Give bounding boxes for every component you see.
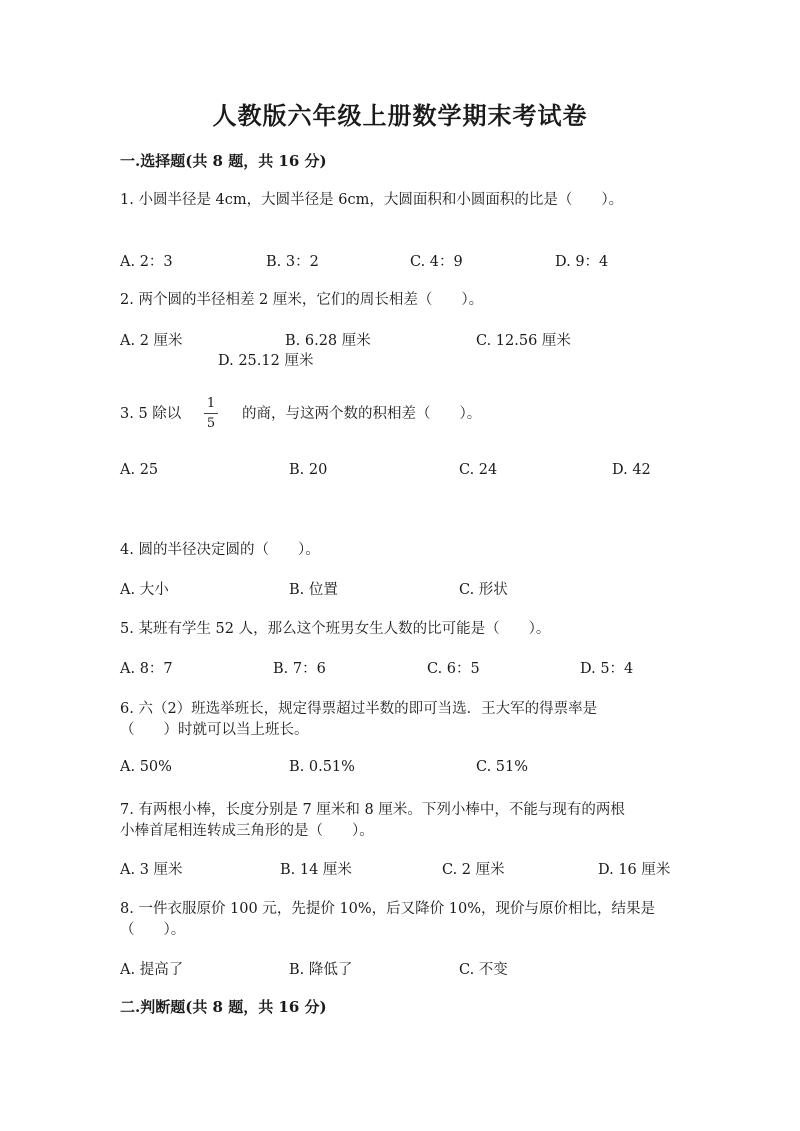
page-title: 人教版六年级上册数学期末考试卷 (212, 101, 588, 130)
question-6-text-line1: 6. 六（2）班选举班长，规定得票超过半数的即可当选．王大军的得票率是 (120, 701, 598, 717)
fraction-denominator: 5 (206, 416, 216, 431)
question-4-option-b[interactable]: B. 位置 (289, 582, 338, 598)
question-8-option-c[interactable]: C. 不变 (459, 962, 508, 978)
question-3-option-c[interactable]: C. 24 (459, 462, 498, 478)
question-7-option-c[interactable]: C. 2 厘米 (442, 862, 505, 878)
question-3-option-d[interactable]: D. 42 (612, 462, 651, 478)
question-8-option-a[interactable]: A. 提高了 (120, 962, 184, 978)
question-5-option-d[interactable]: D. 5：4 (580, 661, 634, 677)
question-2-option-c[interactable]: C. 12.56 厘米 (476, 333, 571, 349)
question-2-option-a[interactable]: A. 2 厘米 (120, 333, 183, 349)
question-4-option-a[interactable]: A. 大小 (120, 582, 169, 598)
question-6-option-c[interactable]: C. 51% (476, 759, 529, 775)
question-4-option-c[interactable]: C. 形状 (459, 582, 508, 598)
question-7-option-b[interactable]: B. 14 厘米 (280, 862, 352, 878)
question-8-text-line2: （ ）。 (120, 922, 186, 938)
question-7-option-a[interactable]: A. 3 厘米 (120, 862, 183, 878)
question-8-option-b[interactable]: B. 降低了 (289, 962, 353, 978)
question-5-option-b[interactable]: B. 7：6 (273, 661, 326, 677)
question-1-text: 1. 小圆半径是 4cm，大圆半径是 6cm，大圆面积和小圆面积的比是（ ）。 (120, 192, 624, 208)
question-5-option-c[interactable]: C. 6：5 (427, 661, 480, 677)
question-5-option-a[interactable]: A. 8：7 (120, 661, 173, 677)
question-2-text: 2. 两个圆的半径相差 2 厘米，它们的周长相差（ ）。 (120, 292, 484, 308)
question-8-text-line1: 8. 一件衣服原价 100 元，先提价 10%，后又降价 10%，现价与原价相比，结果是 (120, 901, 656, 917)
question-1-option-a[interactable]: A. 2：3 (120, 254, 173, 270)
question-7-option-d[interactable]: D. 16 厘米 (598, 862, 671, 878)
question-2-option-d[interactable]: D. 25.12 厘米 (218, 353, 314, 369)
question-3-text-after: 的商，与这两个数的积相差（ ）。 (242, 406, 482, 422)
question-6-option-b[interactable]: B. 0.51% (289, 759, 355, 775)
question-3-fraction (204, 396, 218, 431)
question-6-option-a[interactable]: A. 50% (120, 759, 172, 775)
question-1-option-c[interactable]: C. 4：9 (410, 254, 463, 270)
section-heading-choice: 一.选择题(共 8 题，共 16 分) (120, 152, 327, 170)
question-2-option-b[interactable]: B. 6.28 厘米 (285, 333, 371, 349)
fraction-numerator: 1 (206, 396, 216, 411)
question-1-option-b[interactable]: B. 3：2 (266, 254, 319, 270)
section-heading-judgment: 二.判断题(共 8 题，共 16 分) (120, 998, 327, 1016)
question-5-text: 5. 某班有学生 52 人，那么这个班男女生人数的比可能是（ ）。 (120, 621, 551, 637)
fraction-bar (204, 413, 218, 414)
question-4-text: 4. 圆的半径决定圆的（ ）。 (120, 542, 320, 558)
question-3-text-before: 3. 5 除以 (120, 406, 182, 422)
question-7-text-line2: 小棒首尾相连转成三角形的是（ ）。 (120, 823, 374, 839)
question-6-text-line2: （ ）时就可以当上班长。 (120, 722, 309, 738)
question-3-option-a[interactable]: A. 25 (120, 462, 159, 478)
question-3-option-b[interactable]: B. 20 (289, 462, 328, 478)
question-7-text-line1: 7. 有两根小棒，长度分别是 7 厘米和 8 厘米。下列小棒中，不能与现有的两根 (120, 802, 625, 818)
question-1-option-d[interactable]: D. 9：4 (555, 254, 609, 270)
